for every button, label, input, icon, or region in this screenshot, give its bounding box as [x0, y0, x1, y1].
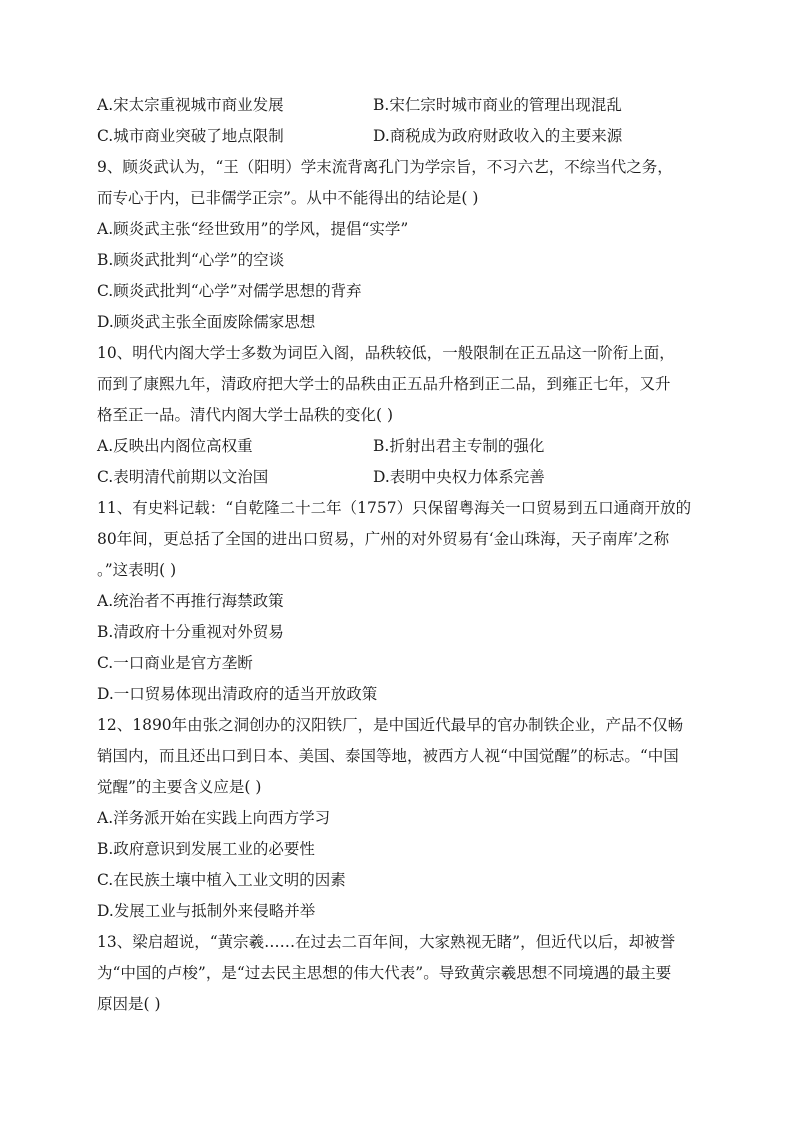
- q11-option-b: B.清政府十分重视对外贸易: [97, 623, 284, 641]
- q10-stem-line-3: 格至正一品。清代内阁大学士品秩的变化( ): [97, 406, 394, 424]
- q8-options-row-1: [97, 90, 697, 121]
- q10-stem-line-1: 10、明代内阁大学士多数为词臣入阁，品秩较低，一般限制在正五品这一阶衔上面，: [97, 344, 675, 362]
- q8-option-d: D.商税成为政府财政收入的主要来源: [373, 127, 623, 145]
- q8-option-a: A.宋太宗重视城市商业发展: [97, 96, 284, 114]
- q11-stem-line-2: 80年间，更总括了全国的进出口贸易，广州的对外贸易有‘金山珠海，天子南库’之称: [97, 530, 670, 548]
- q13-stem-line-3: 原因是( ): [97, 995, 161, 1013]
- q10-option-c: C.表明清代前期以文治国: [97, 468, 269, 486]
- q10-option-a: A.反映出内阁位高权重: [97, 437, 253, 455]
- q10-option-d: D.表明中央权力体系完善: [373, 468, 545, 486]
- q12-option-b: B.政府意识到发展工业的必要性: [97, 840, 315, 858]
- q9-stem-line-2: 而专心于内，已非儒学正宗”。从中不能得出的结论是( ): [97, 189, 479, 207]
- q12-stem-line-3: 觉醒”的主要含义应是( ): [97, 778, 262, 796]
- q8-option-c: C.城市商业突破了地点限制: [97, 127, 284, 145]
- q10-options-row-1: [97, 431, 697, 462]
- q9-option-b: B.顾炎武批判“心学”的空谈: [97, 251, 285, 269]
- q12-stem-line-2: 销国内，而且还出口到日本、美国、泰国等地，被西方人视“中国觉醒”的标志。“中国: [97, 747, 679, 765]
- q12-option-c: C.在民族土壤中植入工业文明的因素: [97, 871, 346, 889]
- q11-stem-line-1: 11、有史料记载：“自乾隆二十二年（1757）只保留粤海关一口贸易到五口通商开放的: [97, 499, 692, 517]
- q12-option-d: D.发展工业与抵制外来侵略并举: [97, 902, 316, 920]
- q11-option-a: A.统治者不再推行海禁政策: [97, 592, 284, 610]
- q9-option-c: C.顾炎武批判“心学”对儒学思想的背弃: [97, 282, 362, 300]
- q10-stem-line-2: 而到了康熙九年，清政府把大学士的品秩由正五品升格到正二品，到雍正七年，又升: [97, 375, 671, 393]
- q9-stem-line-1: 9、顾炎武认为，“王（阳明）学末流背离孔门为学宗旨，不习六艺，不综当代之务，: [97, 158, 673, 176]
- q11-option-c: C.一口商业是官方垄断: [97, 654, 253, 672]
- q10-option-b: B.折射出君主专制的强化: [373, 437, 545, 455]
- q12-option-a: A.洋务派开始在实践上向西方学习: [97, 809, 331, 827]
- q12-stem-line-1: 12、1890年由张之洞创办的汉阳铁厂，是中国近代最早的官办制铁企业，产品不仅畅: [97, 716, 684, 734]
- q11-stem-line-3: 。”这表明( ): [97, 561, 177, 579]
- q11-option-d: D.一口贸易体现出清政府的适当开放政策: [97, 685, 378, 703]
- q8-options-row-2: [97, 121, 697, 152]
- q8-option-b: B.宋仁宗时城市商业的管理出现混乱: [373, 96, 622, 114]
- q10-options-row-2: [97, 462, 697, 493]
- q9-option-d: D.顾炎武主张全面废除儒家思想: [97, 313, 316, 331]
- q13-stem-line-2: 为“中国的卢梭”，是“过去民主思想的伟大代表”。导致黄宗羲思想不同境遇的最主要: [97, 964, 672, 982]
- exam-page: [97, 90, 697, 1020]
- q13-stem-line-1: 13、梁启超说，“黄宗羲……在过去二百年间，大家熟视无睹”，但近代以后，却被誉: [97, 933, 676, 951]
- q9-option-a: A.顾炎武主张“经世致用”的学风，提倡“实学”: [97, 220, 409, 238]
